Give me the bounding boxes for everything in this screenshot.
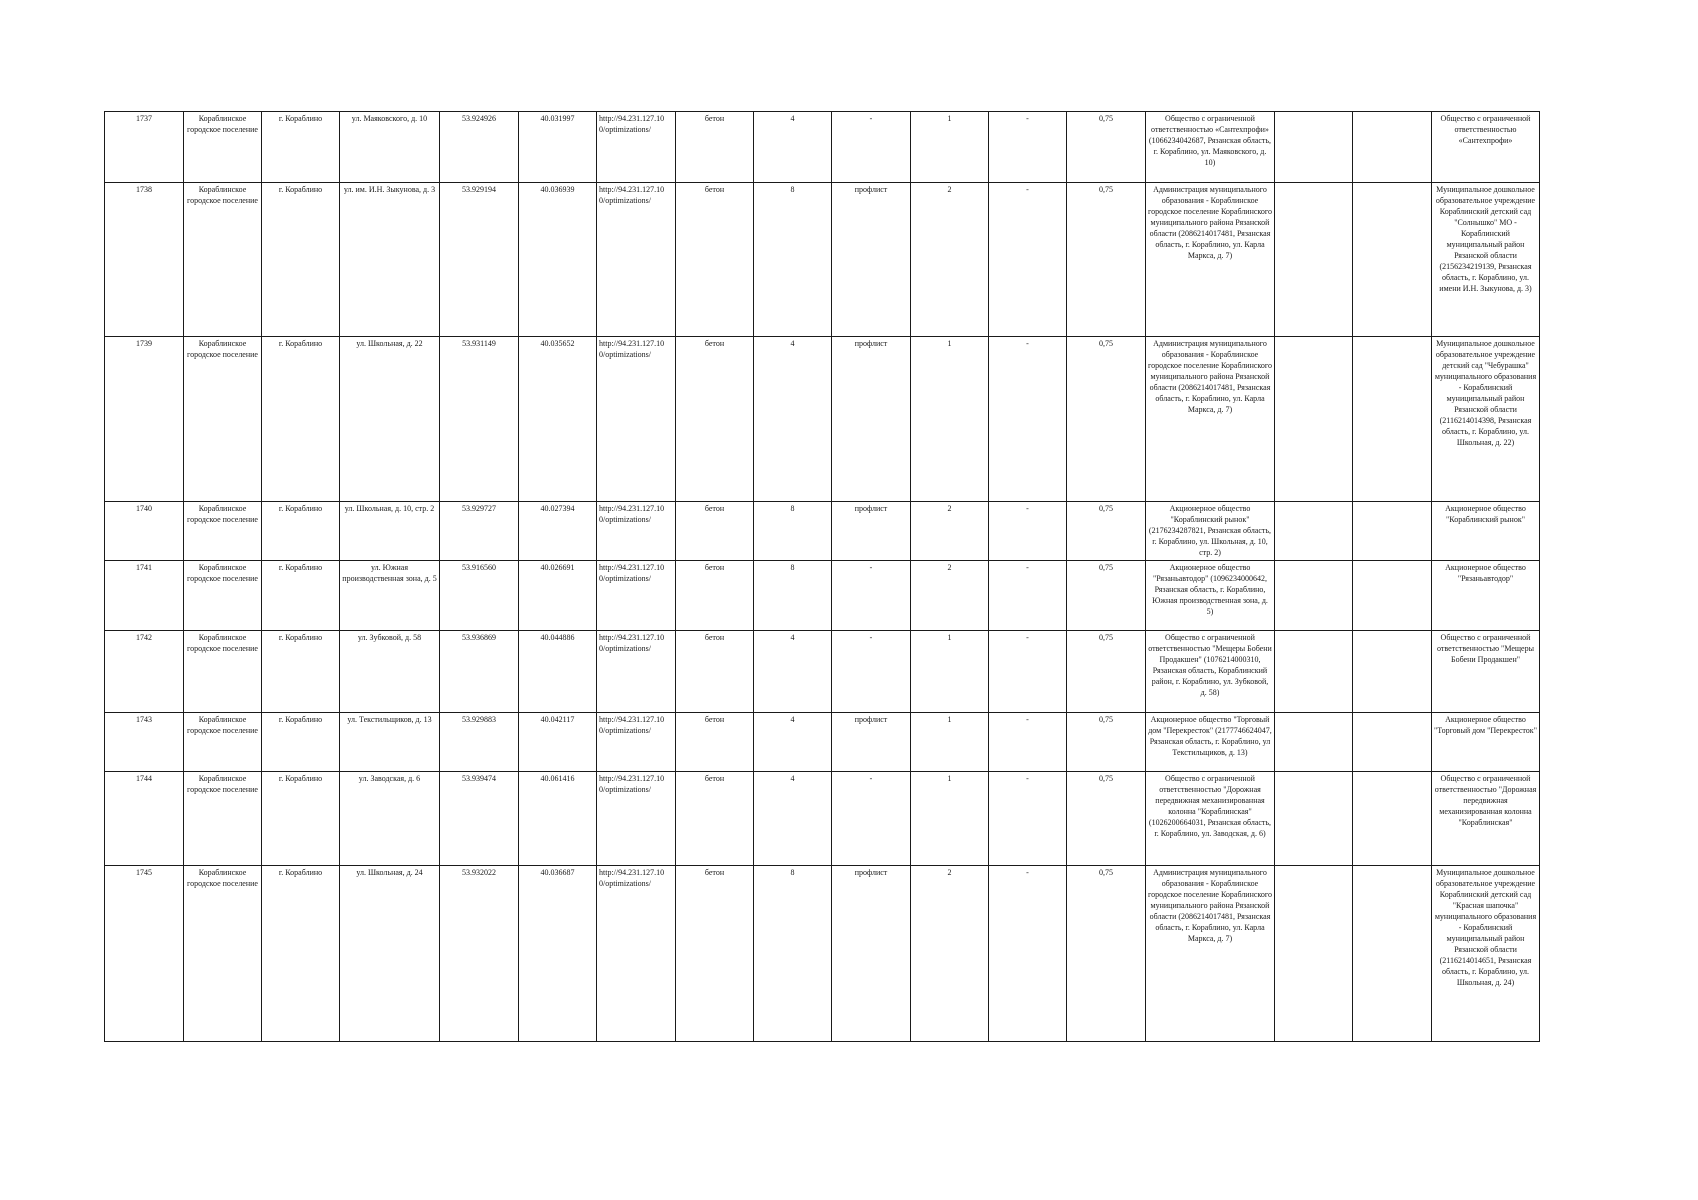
map-link-cell[interactable]: http://94.231.127.10 0/optimizations/ [597, 561, 676, 631]
address-cell: ул. Южная производственная зона, д. 5 [340, 561, 440, 631]
empty-col-16-cell [1353, 183, 1432, 337]
fence-type-cell: профлист [832, 337, 911, 502]
row-number-cell: 1740 [105, 502, 184, 561]
table-row [105, 866, 1540, 1042]
table-row [105, 772, 1540, 866]
owner-info-cell: Общество с ограниченной ответственностью "Мещеры Бобени Продакшен" (1076214000310, Рязанская область, Кораблинский район, г. Кораблино, ул. Зубковой, д. 58) [1146, 631, 1275, 713]
locality-cell: г. Кораблино [262, 502, 340, 561]
area-cell: 4 [754, 713, 832, 772]
address-cell: ул. Школьная, д. 22 [340, 337, 440, 502]
container-volume-cell: 0,75 [1067, 183, 1146, 337]
longitude-cell: 40.042117 [519, 713, 597, 772]
waste-source-cell: Акционерное общество "Рязаньавтодор" [1432, 561, 1540, 631]
owner-info-cell: Акционерное общество "Торговый дом "Перекресток" (2177746624047, Рязанская область, г. Кораблино, ул Текстильщиков, д. 13) [1146, 713, 1275, 772]
fence-type-cell: профлист [832, 502, 911, 561]
containers-planned-cell: - [989, 713, 1067, 772]
latitude-cell: 53.929883 [440, 713, 519, 772]
address-cell: ул. Маяковского, д. 10 [340, 112, 440, 183]
waste-source-cell: Муниципальное дошкольное образовательное учреждение Кораблинский детский сад "Солнышко" МО - Кораблинский муниципальный район Рязанской области (2156234219139, Рязанская область, г. Кораблино, ул. имени И.Н. Зыкунова, д. 3) [1432, 183, 1540, 337]
settlement-cell: Кораблинское городское поселение [184, 561, 262, 631]
longitude-cell: 40.026691 [519, 561, 597, 631]
address-cell: ул. Школьная, д. 10, стр. 2 [340, 502, 440, 561]
empty-col-15-cell [1275, 502, 1353, 561]
containers-count-cell: 1 [911, 112, 989, 183]
row-number-cell: 1738 [105, 183, 184, 337]
table-row [105, 502, 1540, 561]
owner-info-cell: Общество с ограниченной ответственностью «Сантехпрофи» (1066234042687, Рязанская область, г. Кораблино, ул. Маяковского, д. 10) [1146, 112, 1275, 183]
waste-source-cell: Общество с ограниченной ответственностью "Дорожная передвижная механизированная колонна "Кораблинская" [1432, 772, 1540, 866]
latitude-cell: 53.936869 [440, 631, 519, 713]
containers-planned-cell: - [989, 561, 1067, 631]
empty-col-16-cell [1353, 337, 1432, 502]
longitude-cell: 40.031997 [519, 112, 597, 183]
locality-cell: г. Кораблино [262, 866, 340, 1042]
container-volume-cell: 0,75 [1067, 502, 1146, 561]
settlement-cell: Кораблинское городское поселение [184, 866, 262, 1042]
latitude-cell: 53.929194 [440, 183, 519, 337]
map-link-cell[interactable]: http://94.231.127.10 0/optimizations/ [597, 502, 676, 561]
table-row [105, 337, 1540, 502]
area-cell: 8 [754, 502, 832, 561]
fence-type-cell: профлист [832, 866, 911, 1042]
address-cell: ул. Школьная, д. 24 [340, 866, 440, 1042]
owner-info-cell: Акционерное общество "Кораблинский рынок" (2176234287821, Рязанская область, г. Кораблино, ул. Школьная, д. 10, стр. 2) [1146, 502, 1275, 561]
address-cell: ул. Зубковой, д. 58 [340, 631, 440, 713]
map-link-cell[interactable]: http://94.231.127.10 0/optimizations/ [597, 631, 676, 713]
area-cell: 8 [754, 866, 832, 1042]
area-cell: 8 [754, 183, 832, 337]
table-row [105, 183, 1540, 337]
empty-col-15-cell [1275, 561, 1353, 631]
map-link-cell[interactable]: http://94.231.127.10 0/optimizations/ [597, 337, 676, 502]
row-number-cell: 1741 [105, 561, 184, 631]
containers-planned-cell: - [989, 631, 1067, 713]
area-cell: 4 [754, 337, 832, 502]
empty-col-16-cell [1353, 502, 1432, 561]
settlement-cell: Кораблинское городское поселение [184, 112, 262, 183]
row-number-cell: 1744 [105, 772, 184, 866]
fence-type-cell: - [832, 112, 911, 183]
surface-type-cell: бетон [676, 112, 754, 183]
empty-col-15-cell [1275, 772, 1353, 866]
table-row [105, 713, 1540, 772]
latitude-cell: 53.931149 [440, 337, 519, 502]
waste-source-cell: Общество с ограниченной ответственностью «Сантехпрофи» [1432, 112, 1540, 183]
container-volume-cell: 0,75 [1067, 112, 1146, 183]
owner-info-cell: Общество с ограниченной ответственностью "Дорожная передвижная механизированная колонна "Кораблинская" (1026200664031, Рязанская область, г. Кораблино, ул. Заводская, д. 6) [1146, 772, 1275, 866]
surface-type-cell: бетон [676, 713, 754, 772]
settlement-cell: Кораблинское городское поселение [184, 631, 262, 713]
empty-col-15-cell [1275, 631, 1353, 713]
row-number-cell: 1742 [105, 631, 184, 713]
fence-type-cell: профлист [832, 183, 911, 337]
container-volume-cell: 0,75 [1067, 561, 1146, 631]
locality-cell: г. Кораблино [262, 631, 340, 713]
area-cell: 8 [754, 561, 832, 631]
waste-source-cell: Общество с ограниченной ответственностью "Мещеры Бобени Продакшен" [1432, 631, 1540, 713]
fence-type-cell: - [832, 631, 911, 713]
waste-source-cell: Муниципальное дошкольное образовательное учреждение Кораблинский детский сад "Красная шапочка" муниципального образования - Кораблинский муниципальный район Рязанской области (2116214014651, Рязанская область, г. Кораблино, ул. Школьная, д. 24) [1432, 866, 1540, 1042]
containers-count-cell: 1 [911, 631, 989, 713]
containers-planned-cell: - [989, 337, 1067, 502]
address-cell: ул. Заводская, д. 6 [340, 772, 440, 866]
fence-type-cell: - [832, 561, 911, 631]
empty-col-16-cell [1353, 631, 1432, 713]
row-number-cell: 1737 [105, 112, 184, 183]
map-link-cell[interactable]: http://94.231.127.10 0/optimizations/ [597, 112, 676, 183]
fence-type-cell: - [832, 772, 911, 866]
containers-count-cell: 1 [911, 713, 989, 772]
locality-cell: г. Кораблино [262, 713, 340, 772]
locality-cell: г. Кораблино [262, 772, 340, 866]
latitude-cell: 53.939474 [440, 772, 519, 866]
surface-type-cell: бетон [676, 183, 754, 337]
registry-table [104, 111, 1540, 1042]
containers-planned-cell: - [989, 866, 1067, 1042]
empty-col-16-cell [1353, 772, 1432, 866]
longitude-cell: 40.027394 [519, 502, 597, 561]
empty-col-16-cell [1353, 713, 1432, 772]
containers-count-cell: 2 [911, 866, 989, 1042]
settlement-cell: Кораблинское городское поселение [184, 502, 262, 561]
settlement-cell: Кораблинское городское поселение [184, 713, 262, 772]
container-volume-cell: 0,75 [1067, 631, 1146, 713]
containers-planned-cell: - [989, 502, 1067, 561]
locality-cell: г. Кораблино [262, 561, 340, 631]
waste-source-cell: Акционерное общество "Кораблинский рынок" [1432, 502, 1540, 561]
map-link-cell[interactable]: http://94.231.127.10 0/optimizations/ [597, 183, 676, 337]
waste-source-cell: Акционерное общество "Торговый дом "Перекресток" [1432, 713, 1540, 772]
empty-col-15-cell [1275, 183, 1353, 337]
container-volume-cell: 0,75 [1067, 337, 1146, 502]
containers-planned-cell: - [989, 112, 1067, 183]
settlement-cell: Кораблинское городское поселение [184, 772, 262, 866]
empty-col-16-cell [1353, 561, 1432, 631]
map-link-cell[interactable]: http://94.231.127.10 0/optimizations/ [597, 713, 676, 772]
area-cell: 4 [754, 112, 832, 183]
settlement-cell: Кораблинское городское поселение [184, 337, 262, 502]
owner-info-cell: Акционерное общество "Рязаньавтодор" (1096234000642, Рязанская область, г. Кораблино, Южная производственная зона, д. 5) [1146, 561, 1275, 631]
empty-col-16-cell [1353, 866, 1432, 1042]
latitude-cell: 53.929727 [440, 502, 519, 561]
table-row [105, 112, 1540, 183]
address-cell: ул. им. И.Н. Зыкунова, д. 3 [340, 183, 440, 337]
map-link-cell[interactable]: http://94.231.127.10 0/optimizations/ [597, 772, 676, 866]
longitude-cell: 40.036939 [519, 183, 597, 337]
map-link-cell[interactable]: http://94.231.127.10 0/optimizations/ [597, 866, 676, 1042]
locality-cell: г. Кораблино [262, 337, 340, 502]
row-number-cell: 1739 [105, 337, 184, 502]
longitude-cell: 40.061416 [519, 772, 597, 866]
empty-col-15-cell [1275, 713, 1353, 772]
latitude-cell: 53.924926 [440, 112, 519, 183]
container-volume-cell: 0,75 [1067, 866, 1146, 1042]
owner-info-cell: Администрация муниципального образования - Кораблинское городское поселение Кораблинского муниципального района Рязанской области (2086214017481, Рязанская область, г. Кораблино, ул. Карла Маркса, д. 7) [1146, 337, 1275, 502]
containers-count-cell: 1 [911, 772, 989, 866]
longitude-cell: 40.036687 [519, 866, 597, 1042]
surface-type-cell: бетон [676, 772, 754, 866]
containers-planned-cell: - [989, 183, 1067, 337]
table-row [105, 631, 1540, 713]
row-number-cell: 1743 [105, 713, 184, 772]
surface-type-cell: бетон [676, 502, 754, 561]
owner-info-cell: Администрация муниципального образования - Кораблинское городское поселение Кораблинского муниципального района Рязанской области (2086214017481, Рязанская область, г. Кораблино, ул. Карла Маркса, д. 7) [1146, 183, 1275, 337]
empty-col-15-cell [1275, 112, 1353, 183]
row-number-cell: 1745 [105, 866, 184, 1042]
longitude-cell: 40.035652 [519, 337, 597, 502]
latitude-cell: 53.916560 [440, 561, 519, 631]
surface-type-cell: бетон [676, 866, 754, 1042]
empty-col-15-cell [1275, 337, 1353, 502]
containers-count-cell: 2 [911, 502, 989, 561]
empty-col-16-cell [1353, 112, 1432, 183]
surface-type-cell: бетон [676, 337, 754, 502]
locality-cell: г. Кораблино [262, 112, 340, 183]
area-cell: 4 [754, 631, 832, 713]
longitude-cell: 40.044886 [519, 631, 597, 713]
empty-col-15-cell [1275, 866, 1353, 1042]
fence-type-cell: профлист [832, 713, 911, 772]
waste-source-cell: Муниципальное дошкольное образовательное учреждение детский сад "Чебурашка" муниципального образования - Кораблинский муниципальный район Рязанской области (2116214014398, Рязанская область, г. Кораблино, ул. Школьная, д. 22) [1432, 337, 1540, 502]
containers-count-cell: 1 [911, 337, 989, 502]
table-row [105, 561, 1540, 631]
containers-planned-cell: - [989, 772, 1067, 866]
containers-count-cell: 2 [911, 183, 989, 337]
container-volume-cell: 0,75 [1067, 713, 1146, 772]
locality-cell: г. Кораблино [262, 183, 340, 337]
address-cell: ул. Текстильщиков, д. 13 [340, 713, 440, 772]
containers-count-cell: 2 [911, 561, 989, 631]
surface-type-cell: бетон [676, 631, 754, 713]
owner-info-cell: Администрация муниципального образования - Кораблинское городское поселение Кораблинского муниципального района Рязанской области (2086214017481, Рязанская область, г. Кораблино, ул. Карла Маркса, д. 7) [1146, 866, 1275, 1042]
container-volume-cell: 0,75 [1067, 772, 1146, 866]
area-cell: 4 [754, 772, 832, 866]
settlement-cell: Кораблинское городское поселение [184, 183, 262, 337]
surface-type-cell: бетон [676, 561, 754, 631]
latitude-cell: 53.932022 [440, 866, 519, 1042]
